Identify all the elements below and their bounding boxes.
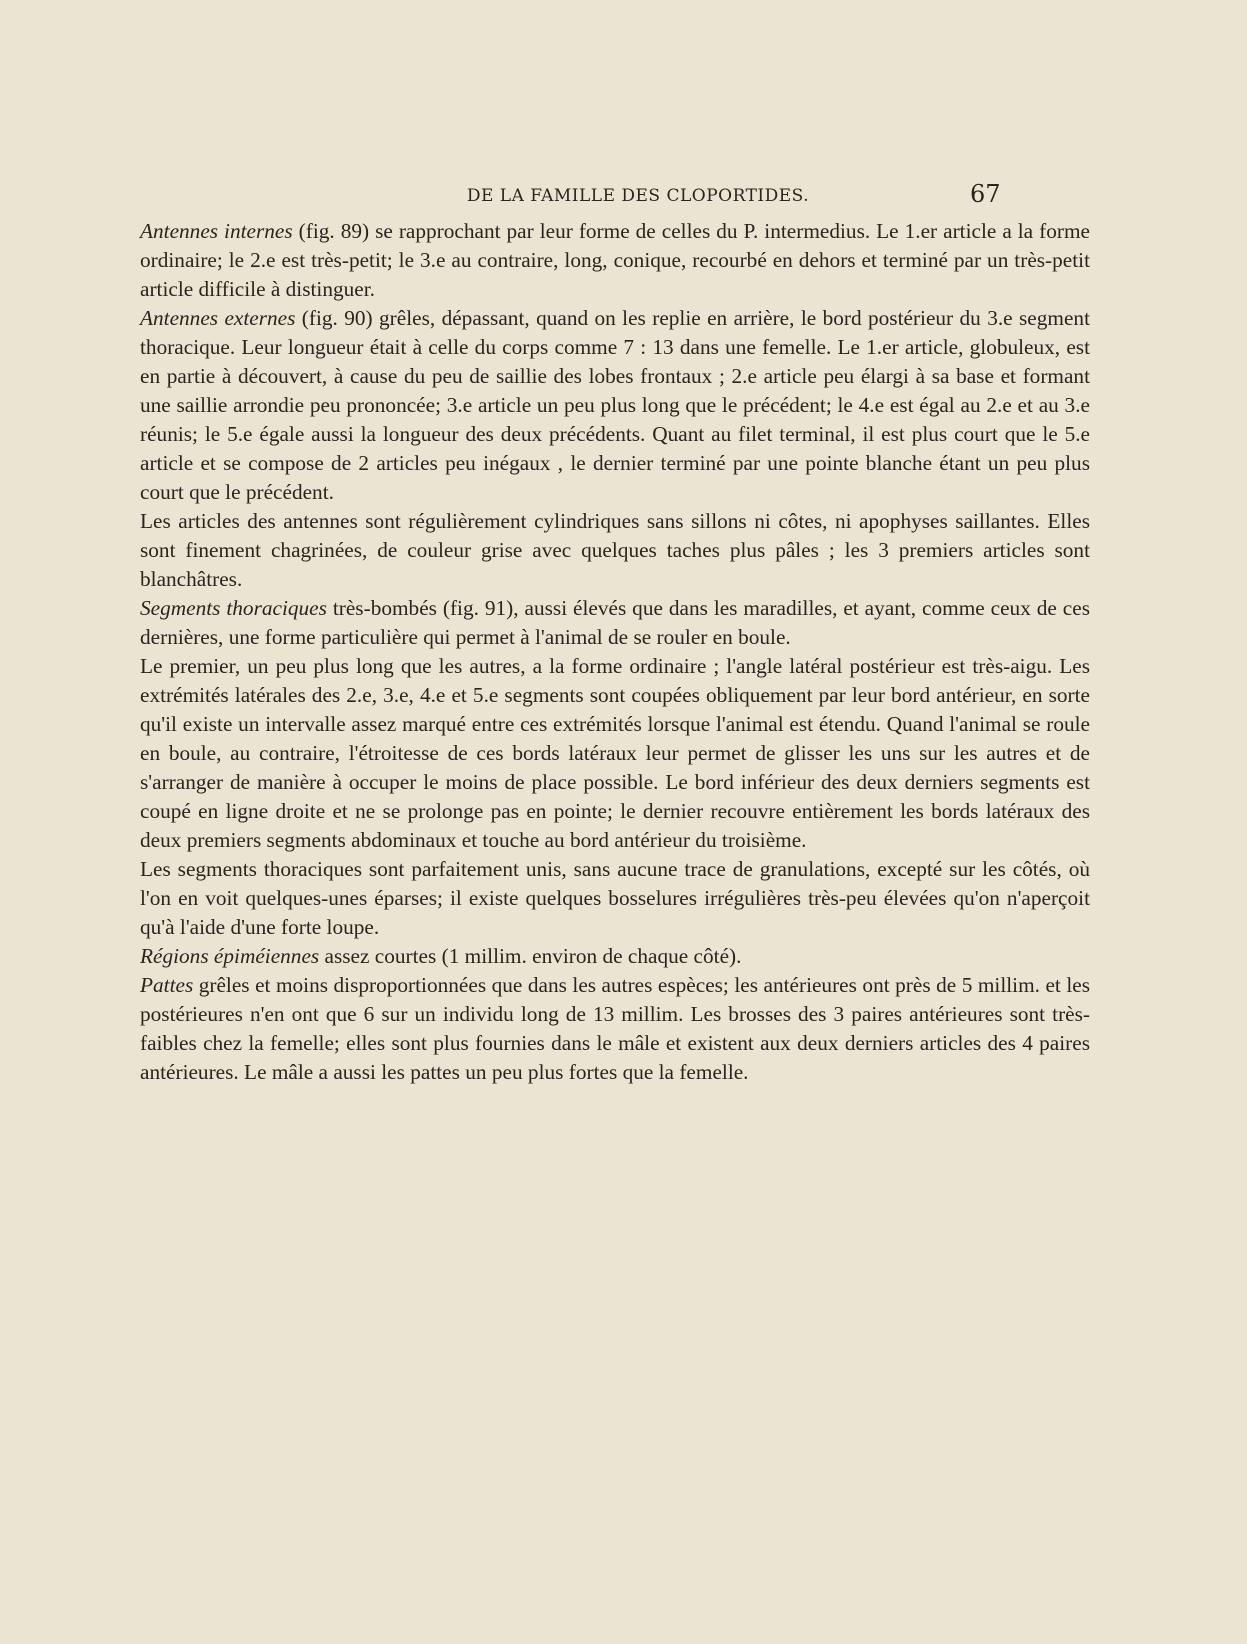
page-number: 67 <box>970 180 1001 208</box>
paragraph-term: Pattes <box>140 973 194 997</box>
paragraph-text: très-bombés (fig. 91), aussi élevés que dans les maradilles, et ayant, comme ceux de ces dernières, une forme particulière qui permet à l'animal de se rouler en boule. <box>140 596 1090 649</box>
paragraph-segments-unis <box>140 855 1090 942</box>
paragraph-segments-thoraciques <box>140 594 1090 652</box>
paragraph-term: Antennes internes <box>140 219 293 243</box>
paragraph-text: Les articles des antennes sont régulièrement cylindriques sans sillons ni côtes, ni apophyses saillantes. Elles sont finement chagrinées, de couleur grise avec quelques taches plus pâles ; les 3 premiers articles sont blanchâtres. <box>140 509 1090 591</box>
paragraph-regions <box>140 942 1090 971</box>
paragraph-text: (fig. 90) grêles, dépassant, quand on les replie en arrière, le bord postérieur du 3.e segment thoracique. Leur longueur était à celle du corps comme 7 : 13 dans une femelle. Le 1.er article, globuleux, est en partie à découvert, à cause du peu de saillie des lobes frontaux ; 2.e article peu élargi à sa base et formant une saillie arrondie peu prononcée; 3.e article un peu plus long que le précédent; le 4.e est égal au 2.e et au 3.e réunis; le 5.e égale aussi la longueur des deux précédents. Quant au filet terminal, il est plus court que le 5.e article et se compose de 2 articles peu inégaux , le dernier terminé par une pointe blanche étant un peu plus court que le précédent. <box>140 306 1090 504</box>
paragraph-pattes <box>140 971 1090 1087</box>
paragraph-text: Les segments thoraciques sont parfaitement unis, sans aucune trace de granulations, excepté sur les côtés, où l'on en voit quelques-unes éparses; il existe quelques bosselures irrégulières très-peu élevées qu'on n'aperçoit qu'à l'aide d'une forte loupe. <box>140 857 1090 939</box>
paragraph-articles <box>140 507 1090 594</box>
body-text <box>140 217 1090 1087</box>
paragraph-term: Segments thoraciques <box>140 596 327 620</box>
paragraph-term: Régions épiméiennes <box>140 944 320 968</box>
paragraph-text: assez courtes (1 millim. environ de chaque côté). <box>319 944 742 968</box>
paragraph-premier-segment <box>140 652 1090 855</box>
running-title: DE LA FAMILLE DES CLOPORTIDES. <box>466 186 810 206</box>
paragraph-term: Antennes externes <box>140 306 296 330</box>
paragraph-text: (fig. 89) se rapprochant par leur forme de celles du P. intermedius. Le 1.er article a la forme ordinaire; le 2.e est très-petit; le 3.e au contraire, long, conique, recourbé en dehors et terminé par un très-petit article difficile à distinguer. <box>140 219 1090 301</box>
paragraph-antennes-externes <box>140 304 1090 507</box>
paragraph-antennes-internes <box>140 217 1090 304</box>
paragraph-text: grêles et moins disproportionnées que dans les autres espèces; les antérieures ont près de 5 millim. et les postérieures n'en ont que 6 sur un individu long de 13 millim. Les brosses des 3 paires antérieures sont très-faibles chez la femelle; elles sont plus fournies dans le mâle et existent aux deux derniers articles des 4 paires antérieures. Le mâle a aussi les pattes un peu plus fortes que la femelle. <box>140 973 1090 1084</box>
paragraph-text: Le premier, un peu plus long que les autres, a la forme ordinaire ; l'angle latéral postérieur est très-aigu. Les extrémités latérales des 2.e, 3.e, 4.e et 5.e segments sont coupées obliquement par leur bord antérieur, en sorte qu'il existe un intervalle assez marqué entre ces extrémités lorsque l'animal est étendu. Quand l'animal se roule en boule, au contraire, l'étroitesse de ces bords latéraux leur permet de glisser les uns sur les autres et de s'arranger de manière à occuper le moins de place possible. Le bord inférieur des deux derniers segments est coupé en ligne droite et ne se prolonge pas en pointe; le dernier recouvre entièrement les bords latéraux des deux premiers segments abdominaux et touche au bord antérieur du troisième. <box>140 654 1090 852</box>
